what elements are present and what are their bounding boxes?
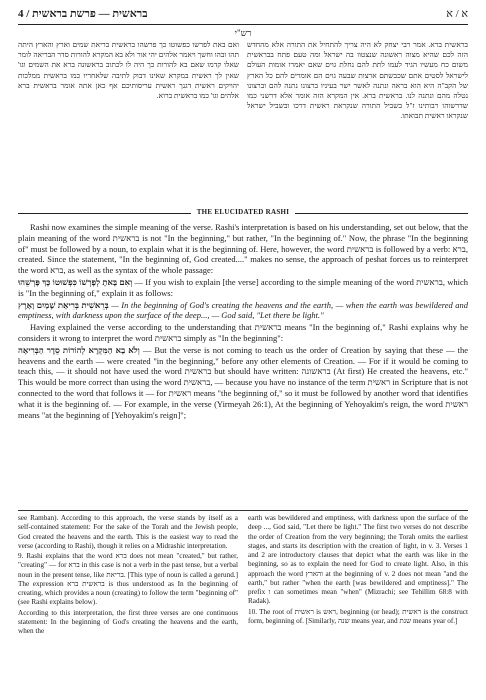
rashi-section-header (18, 208, 468, 222)
paragraph: Rashi now examines the simple meaning of the verse. Rashi's interpretation is based on his understanding, set out below, that the plain meaning of the word בראשית is not "In the beginning," but rather, "In the beginning of." Now, the phrase "In the beginning of" must be followed by a noun, to explain what it is the beginning of. Here, however, the word בראשית is followed by a verb: ברא, created. Since the statement, "In the beginning of, God created...." makes no sense, the approach of peshat forces us to reinterpret the word ברא, as well as the syntax of the whole passage: (18, 222, 468, 276)
paragraph-text: — But the verse is not coming to teach us the order of Creation by saying that these — the heavens and the earth — were created "in the beginning," before any other elements of Creation. — For if it would be coming to teach this, — it should not have used the word בראשית but should have written: בראשונה (At first) He created the heavens, etc." This would be more correct than using the word בראשית, — because you have no instance of the term ראשית in Scripture that is not connected to the word that follows it — for ראשית means "the beginning of," so it must be followed by another word that identifies what it is the beginning of. — For example, in the verse (Yirmeyah 26:1), At the beginning of Yehoyakim's reign, the word ראשית means "at the beginning of [Yehoyakim's reign]"; (18, 344, 468, 420)
header-rule (18, 24, 468, 25)
page-header (18, 8, 468, 22)
footnote: 10. The root of ראשית is ראש, beginning (or head); ראשית is the construct form, beginning of. [Similarly, שנה means year, and שנת means year of.] (248, 607, 468, 625)
footnotes (18, 514, 468, 696)
footnote: earth was bewildered and emptiness, with darkness upon the surface of the deep ..., God said, "Let there be light." The first two verses do not describe the order of Creation from the very beginning; the Torah omits the earliest stages, and starts its description with the creation of light, in v. 3. Verses 1 and 2 are introductory clauses that depict what the earth was like in the beginning, so as to explain the need for God to create light. Also, in this approach the word והארץ at the beginning of v. 2 does not mean "and the earth," but rather "when the earth [was bewildered and emptiness]." The prefix ו can sometimes mean "when" (Mizrachi; see Tehillim 68:8 with Radak). (248, 514, 468, 606)
section-label: רש"י (234, 28, 252, 38)
header-right: א / א (446, 8, 468, 20)
footnote-column-right (248, 514, 468, 696)
hebrew-commentary (18, 40, 468, 212)
paragraph (18, 345, 468, 421)
footnote: see Ramban). According to this approach, the verse stands by itself as a self-contained statement: For the sake of the Torah and the Jewish people, God created the heavens and the earth. This is the easiest way to read the verse (according to Rashi), though it relies on a Midrashic interpretation. (18, 514, 238, 550)
paragraph: Having explained the verse according to the understanding that בראשית means "In the beginning of," Rashi explains why he considers it wrong to interpret the word בראשית simply as "In the beginning": (18, 322, 468, 343)
footnote: 9. Rashi explains that the word ברא does not mean "created," but rather, "creating" — for ברא in this case is not a verb in the past tense, but a verbal noun in the present tense, like בריאת. [This type of noun is called a gerund.] The expression בראשית ברא is thus understood as In the beginning of creating, which provides a noun (creating) to follow the term "beginning of" (see Rashi explains below). (18, 552, 238, 607)
hebrew-column-left: ואם באת לפרשו כפשוטו כך פרשהו בראשית בריאת שמים וארץ והארץ היתה תהו ובהו וחשך ויאמר אלהים יהי אור ולא בא המקרא להורות סדר הבריאה לומר שאלו קדמו שאם בא להורות כך היה לו לכתוב בראשונה ברא את השמים וגו' שאין לך ראשית במקרא שאינו דבוק לתיבה שלאחריו כמו בראשית ממלכות יהויקים ראשית דגנך ראשית עריסותיכם אף כאן אתה אומר בראשית ברא אלהים וגו' כמו בראשית ברוא. (18, 40, 239, 101)
main-text (18, 222, 468, 508)
hebrew-quote: בְּרֵאשִׁית בְּרִיאַת שָׁמַיִם וָאָרֶץ (18, 299, 109, 310)
footnote-column-left (18, 514, 238, 696)
footnote: According to this interpretation, the first three verses are one continuous statement: In the beginning of God's creating the heavens and the earth, when the (18, 608, 238, 635)
paragraph (18, 277, 468, 299)
hebrew-column-right: בראשית ברא. אמר רבי יצחק לא היה צריך להתחיל את התורה אלא מהחדש הזה לכם שהיא מצוה ראשונה שנצטוו בה ישראל ומה טעם פתח בבראשית משום כח מעשיו הגיד לעמו לתת להם נחלת גוים שאם יאמרו אומות העולם לישראל לסטים אתם שכבשתם ארצות שבעה גוים הם אומרים להם כל הארץ של הקב"ה היא הוא בראה ונתנה לאשר ישר בעיניו ברצונו נתנה להם וברצונו נטלה מהם ונתנה לנו. בראשית ברא. אין המקרא הזה אומר אלא דרשני כמו שדרשוהו רבותינו ז"ל בשביל התורה שנקראת ראשית דרכו ובשביל ישראל שנקראו ראשית תבואתו. (247, 40, 468, 121)
paragraph-text: — If you wish to explain [the verse] according to the simple meaning of the word בראשית, which is "In the beginning of," explain it as follows: (18, 276, 468, 298)
hebrew-quote: וְאִם בָּאתָ לְפָרְשׁוֹ כִּפְשׁוּטוֹ כָּךְ פָּרְשֵׁהוּ (18, 276, 133, 287)
footnote-rule (18, 510, 468, 511)
hebrew-quote: וְלֹא בָא הַמִּקְרָא לְהוֹרוֹת סֵדֶר הַבְּרִיאָה (18, 344, 140, 355)
header-left: 4 / בראשית — פרשת בראשית (18, 8, 148, 20)
rashi-section-title: THE ELUCIDATED RASHI (191, 208, 296, 216)
paragraph (18, 300, 468, 322)
paragraph-text: — In the beginning of God's creating the heavens and the earth, — when the earth was bewildered and emptiness, with darkness upon the surface of the deep..., — God said, "Let there be light." (18, 299, 468, 321)
